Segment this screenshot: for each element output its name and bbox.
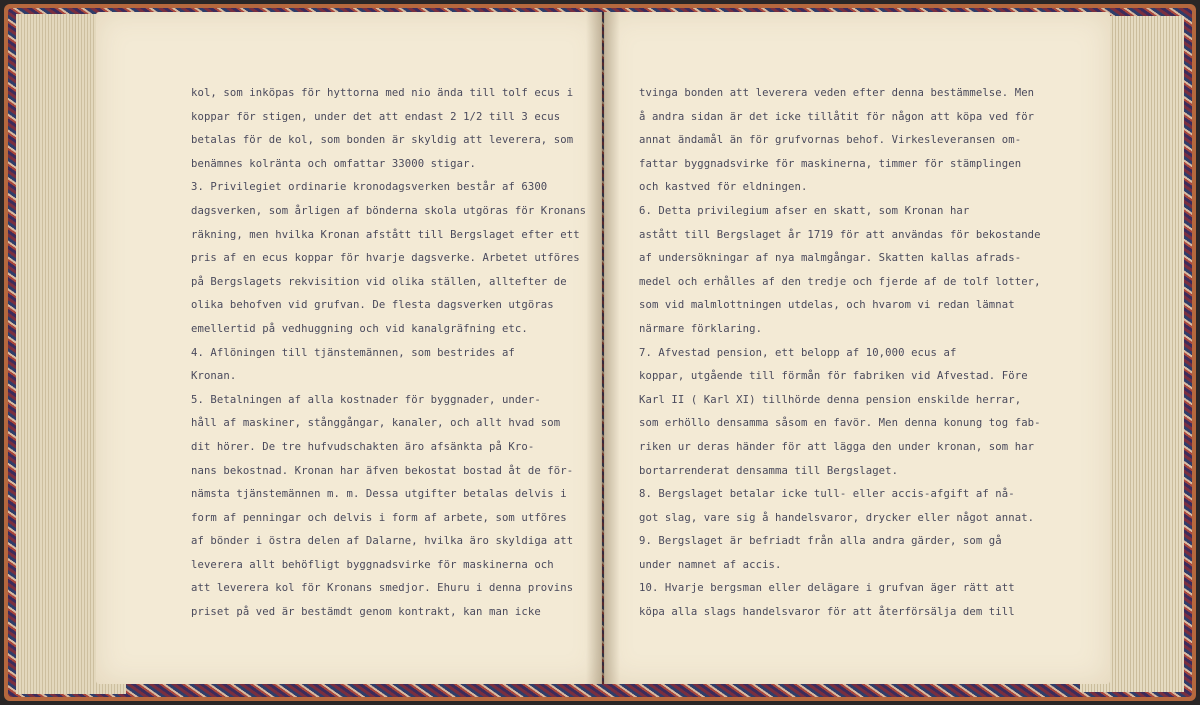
right-page — [604, 12, 1110, 684]
text-line: riken ur deras händer för att lägga den under kronan, som har — [639, 440, 1035, 453]
text-line: 9. Bergslaget är befriadt från alla andra gärder, som gå — [639, 535, 1002, 548]
text-line: 6. Detta privilegium afser en skatt, som Kronan har — [639, 204, 970, 217]
text-line: nämsta tjänstemännen m. m. Dessa utgifter betalas delvis i — [191, 488, 567, 501]
text-line: å andra sidan är det icke tillåtit för någon att köpa ved för — [639, 110, 1035, 123]
text-line: koppar, utgående till förmån för fabriken vid Afvestad. Före — [639, 370, 1028, 383]
text-line: benämnes kolränta och omfattar 33000 stigar. — [191, 157, 477, 170]
text-line: och kastved för eldningen. — [639, 181, 808, 194]
text-line: dit hörer. De tre hufvudschakten äro afsänkta på Kro- — [191, 440, 535, 453]
text-line: koppar för stigen, under det att endast 2 1/2 till 3 ecus — [191, 110, 561, 123]
text-line: 8. Bergslaget betalar icke tull- eller accis-afgift af nå- — [639, 488, 1015, 501]
text-line: tvinga bonden att leverera veden efter denna bestämmelse. Men — [639, 87, 1035, 99]
text-line: leverera allt behöfligt byggnadsvirke för maskinerna och — [191, 558, 554, 571]
text-line: 10. Hvarje bergsman eller delägare i grufvan äger rätt att — [639, 582, 1015, 595]
text-line: håll af maskiner, stånggångar, kanaler, och allt hvad som — [191, 417, 561, 430]
text-line: af bönder i östra delen af Dalarne, hvilka äro skyldiga att — [191, 535, 574, 548]
text-line: annat ändamål än för grufvornas behof. Virkesleveransen om- — [639, 134, 1022, 147]
text-line: nans bekostnad. Kronan har äfven bekostat bostad åt de för- — [191, 464, 574, 477]
text-line: medel och erhålles af den tredje och fjerde af de tolf lotter, — [639, 275, 1041, 288]
text-line: bortarrenderat densamma till Bergslaget. — [639, 464, 899, 477]
text-line: form af penningar och delvis i form af arbete, som utföres — [191, 511, 567, 524]
text-line: som erhöllo densamma såsom en favör. Men denna konung tog fab- — [639, 417, 1041, 430]
text-line: räkning, men hvilka Kronan afstått till Bergslaget efter ett — [191, 228, 580, 241]
text-line: kol, som inköpas för hyttorna med nio ända till tolf ecus i — [191, 87, 574, 99]
text-line: 5. Betalningen af alla kostnader för byggnader, under- — [191, 393, 541, 406]
text-line: priset på ved är bestämdt genom kontrakt, kan man icke — [191, 606, 541, 619]
left-page — [96, 12, 602, 684]
text-line: astått till Bergslaget år 1719 för att användas för bekostande — [639, 228, 1041, 241]
text-line: got slag, vare sig å handelsvaror, drycker eller något annat. — [639, 511, 1035, 524]
text-line: att leverera kol för Kronans smedjor. Ehuru i denna provins — [191, 582, 574, 595]
text-line: Kronan. — [191, 370, 237, 383]
right-page-text — [639, 82, 1084, 625]
text-line: pris af en ecus koppar för hvarje dagsverke. Arbetet utföres — [191, 252, 580, 265]
text-line: köpa alla slags handelsvaror för att återförsälja dem till — [639, 606, 1015, 619]
text-line: emellertid på vedhuggning och vid kanalgräfning etc. — [191, 322, 528, 335]
text-line: 7. Afvestad pension, ett belopp af 10,000 ecus af — [639, 346, 957, 359]
text-line: närmare förklaring. — [639, 322, 763, 335]
text-line: 4. Aflöningen till tjänstemännen, som bestrides af — [191, 346, 515, 359]
text-line: olika behofven vid grufvan. De flesta dagsverken utgöras — [191, 299, 554, 312]
text-line: fattar byggnadsvirke för maskinerna, timmer för stämplingen — [639, 157, 1022, 170]
text-line: på Bergslagets rekvisition vid olika ställen, alltefter de — [191, 275, 567, 288]
text-line: betalas för de kol, som bonden är skyldig att leverera, som — [191, 134, 574, 147]
text-line: som vid malmlottningen utdelas, och hvarom vi redan lämnat — [639, 299, 1015, 312]
text-line: under namnet af accis. — [639, 558, 782, 571]
text-line: 3. Privilegiet ordinarie kronodagsverken består af 6300 — [191, 181, 548, 194]
text-line: Karl II ( Karl XI) tillhörde denna pension enskilde herrar, — [639, 393, 1022, 406]
text-line: af undersökningar af nya malmgångar. Skatten kallas afrads- — [639, 252, 1022, 265]
book-gutter — [586, 12, 620, 684]
text-line: dagsverken, som årligen af bönderna skola utgöras för Kronans — [191, 204, 587, 217]
left-page-text — [191, 82, 591, 625]
